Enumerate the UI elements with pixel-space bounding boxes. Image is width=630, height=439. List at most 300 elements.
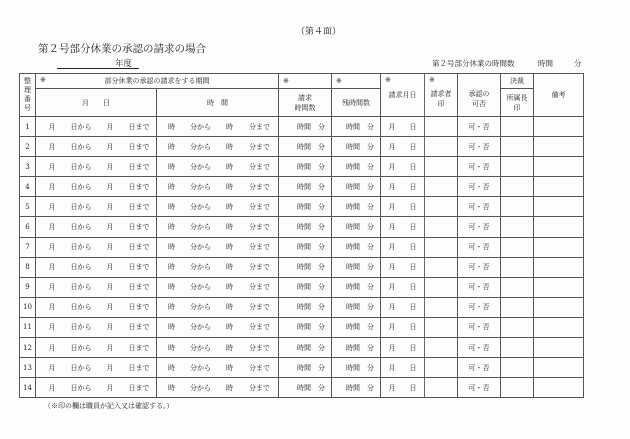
approval-cell[interactable]: 可・否 xyxy=(458,338,501,358)
header-mark-remaining: ※ xyxy=(332,74,381,89)
time-range-cell[interactable] xyxy=(157,237,279,257)
approval-cell[interactable]: 可・否 xyxy=(458,257,501,277)
time-range-cell[interactable] xyxy=(157,217,279,237)
day-to-label: 日まで xyxy=(128,182,150,191)
remaining-hours-cell[interactable]: 時間 分 xyxy=(332,358,381,378)
requested-hours-cell[interactable]: 時間 分 xyxy=(279,277,332,297)
month-to-label: 月 xyxy=(106,323,114,332)
chief-seal-cell[interactable] xyxy=(501,177,534,197)
table-row xyxy=(20,157,584,177)
month-from-label: 月 xyxy=(48,122,56,131)
requested-hours-cell[interactable]: 時間 分 xyxy=(279,137,332,157)
approval-cell[interactable]: 可・否 xyxy=(458,277,501,297)
day-from-label: 日から xyxy=(70,363,92,372)
date-range-cell[interactable] xyxy=(36,378,157,398)
approval-cell[interactable]: 可・否 xyxy=(458,317,501,337)
form-title: 第２号部分休業の承認の請求の場合 xyxy=(38,43,206,55)
table-row xyxy=(20,177,584,197)
table-row xyxy=(20,257,584,277)
chief-seal-cell[interactable] xyxy=(501,317,534,337)
header-time: 時 間 xyxy=(157,89,279,117)
day-to-label: 日まで xyxy=(128,323,150,332)
month-from-label: 月 xyxy=(48,142,56,151)
row-number: 10 xyxy=(20,297,36,317)
hour-from-label: 時 xyxy=(168,383,175,392)
date-range-cell[interactable] xyxy=(36,237,157,257)
hour-to-label: 時 xyxy=(226,223,233,232)
chief-seal-line2: 印 xyxy=(513,103,521,112)
min-from-label: 分から xyxy=(190,283,211,292)
date-range-cell[interactable] xyxy=(36,177,157,197)
remaining-hours-cell[interactable]: 時間 分 xyxy=(332,257,381,277)
header-mark-requested: ※ xyxy=(279,74,332,89)
hour-from-label: 時 xyxy=(168,202,175,211)
request-date-cell[interactable]: 月 日 xyxy=(381,378,425,398)
day-to-label: 日まで xyxy=(128,142,150,151)
month-from-label: 月 xyxy=(48,263,56,272)
requested-hours-cell[interactable]: 時間 分 xyxy=(279,117,332,137)
remaining-hours-cell[interactable]: 時間 分 xyxy=(332,277,381,297)
remaining-hours-cell[interactable]: 時間 分 xyxy=(332,157,381,177)
mark-icon: ※ xyxy=(40,76,46,84)
approval-cell[interactable]: 可・否 xyxy=(458,237,501,257)
requested-hours-cell[interactable]: 時間 分 xyxy=(279,317,332,337)
table-row xyxy=(20,358,584,378)
approval-line1: 承認の xyxy=(468,90,490,98)
remarks-cell[interactable] xyxy=(534,157,584,177)
remarks-cell[interactable] xyxy=(534,297,584,317)
min-from-label: 分から xyxy=(190,363,211,372)
time-range-cell[interactable] xyxy=(157,157,279,177)
min-to-label: 分まで xyxy=(249,122,270,131)
remaining-hours-cell[interactable]: 時間 分 xyxy=(332,137,381,157)
requester-seal-cell[interactable] xyxy=(425,157,458,177)
min-from-label: 分から xyxy=(190,162,211,171)
chief-seal-cell[interactable] xyxy=(501,137,534,157)
row-number: 12 xyxy=(20,338,36,358)
hour-from-label: 時 xyxy=(168,162,175,171)
request-date-cell[interactable]: 月 日 xyxy=(381,177,425,197)
header-date: 月 日 xyxy=(36,89,157,117)
date-range-cell[interactable] xyxy=(36,257,157,277)
request-date-cell[interactable]: 月 日 xyxy=(381,197,425,217)
time-range-cell[interactable] xyxy=(157,317,279,337)
request-date-cell[interactable]: 月 日 xyxy=(381,157,425,177)
remaining-hours-cell[interactable]: 時間 分 xyxy=(332,317,381,337)
min-from-label: 分から xyxy=(190,343,211,352)
min-to-label: 分まで xyxy=(249,363,270,372)
min-to-label: 分まで xyxy=(249,162,270,171)
day-from-label: 日から xyxy=(70,263,92,272)
month-from-label: 月 xyxy=(48,162,56,171)
chief-seal-cell[interactable] xyxy=(501,257,534,277)
remaining-hours-cell[interactable]: 時間 分 xyxy=(332,197,381,217)
month-to-label: 月 xyxy=(106,303,114,312)
mark-icon: ※ xyxy=(429,76,435,84)
date-range-cell[interactable] xyxy=(36,217,157,237)
day-from-label: 日から xyxy=(70,202,92,211)
approval-cell[interactable]: 可・否 xyxy=(458,157,501,177)
requester-seal-cell[interactable] xyxy=(425,197,458,217)
remarks-cell[interactable] xyxy=(534,317,584,337)
summary-minutes-unit: 分 xyxy=(574,59,582,68)
row-number: 7 xyxy=(20,237,36,257)
min-to-label: 分まで xyxy=(249,323,270,332)
remaining-hours-cell[interactable]: 時間 分 xyxy=(332,237,381,257)
time-range-cell[interactable] xyxy=(157,197,279,217)
row-number: 13 xyxy=(20,358,36,378)
min-to-label: 分まで xyxy=(249,283,270,292)
header-period xyxy=(36,74,279,89)
table-row xyxy=(20,237,584,257)
min-to-label: 分まで xyxy=(249,142,270,151)
date-range-cell[interactable] xyxy=(36,157,157,177)
min-to-label: 分まで xyxy=(249,202,270,211)
request-date-cell[interactable]: 月 日 xyxy=(381,358,425,378)
remarks-cell[interactable] xyxy=(534,177,584,197)
hour-to-label: 時 xyxy=(226,383,233,392)
header-number: 整 理 番 号 xyxy=(20,74,36,117)
min-to-label: 分まで xyxy=(249,182,270,191)
approval-cell[interactable]: 可・否 xyxy=(458,137,501,157)
approval-line2: 可否 xyxy=(472,100,486,108)
remarks-cell[interactable] xyxy=(534,257,584,277)
requester-seal-cell[interactable] xyxy=(425,378,458,398)
time-range-cell[interactable] xyxy=(157,137,279,157)
remaining-hours-cell[interactable]: 時間 分 xyxy=(332,297,381,317)
remaining-hours-cell[interactable]: 時間 分 xyxy=(332,117,381,137)
month-from-label: 月 xyxy=(48,202,56,211)
chief-seal-cell[interactable] xyxy=(501,237,534,257)
month-from-label: 月 xyxy=(48,343,56,352)
date-range-cell[interactable] xyxy=(36,117,157,137)
hour-from-label: 時 xyxy=(168,142,175,151)
request-date-cell[interactable]: 月 日 xyxy=(381,297,425,317)
hour-from-label: 時 xyxy=(168,323,175,332)
row-number: 11 xyxy=(20,317,36,337)
day-to-label: 日まで xyxy=(128,263,150,272)
requester-seal-cell[interactable] xyxy=(425,297,458,317)
remarks-cell[interactable] xyxy=(534,358,584,378)
table-row xyxy=(20,277,584,297)
time-range-cell[interactable] xyxy=(157,338,279,358)
header-remaining-hours: 残時間数 xyxy=(332,89,381,117)
requested-hours-cell[interactable]: 時間 分 xyxy=(279,237,332,257)
request-date-cell[interactable]: 月 日 xyxy=(381,117,425,137)
min-from-label: 分から xyxy=(190,223,211,232)
month-to-label: 月 xyxy=(106,363,114,372)
hour-to-label: 時 xyxy=(226,122,233,131)
approval-cell[interactable]: 可・否 xyxy=(458,177,501,197)
chief-seal-cell[interactable] xyxy=(501,358,534,378)
fiscal-year-label: 年度 xyxy=(115,59,133,69)
day-to-label: 日まで xyxy=(128,283,150,292)
remarks-cell[interactable] xyxy=(534,338,584,358)
day-from-label: 日から xyxy=(70,283,92,292)
header-requested-hours xyxy=(279,89,332,117)
header-remarks: 備考 xyxy=(534,74,584,117)
chief-seal-cell[interactable] xyxy=(501,217,534,237)
requester-seal-cell[interactable] xyxy=(425,217,458,237)
min-from-label: 分から xyxy=(190,383,211,392)
chief-seal-cell[interactable] xyxy=(501,117,534,137)
header-requester-seal xyxy=(425,74,458,117)
min-to-label: 分まで xyxy=(249,223,270,232)
chief-seal-cell[interactable] xyxy=(501,277,534,297)
requester-seal-cell[interactable] xyxy=(425,277,458,297)
requested-hours-cell[interactable]: 時間 分 xyxy=(279,257,332,277)
approval-cell[interactable]: 可・否 xyxy=(458,217,501,237)
hour-from-label: 時 xyxy=(168,283,175,292)
row-number: 3 xyxy=(20,157,36,177)
min-from-label: 分から xyxy=(190,202,211,211)
request-table xyxy=(19,73,584,398)
day-to-label: 日まで xyxy=(128,202,150,211)
remarks-cell[interactable] xyxy=(534,237,584,257)
remarks-cell[interactable] xyxy=(534,217,584,237)
request-date-cell[interactable]: 月 日 xyxy=(381,277,425,297)
header-decision: 決裁 xyxy=(501,74,534,89)
month-to-label: 月 xyxy=(106,223,114,232)
min-to-label: 分まで xyxy=(249,383,270,392)
day-to-label: 日まで xyxy=(128,303,150,312)
table-row xyxy=(20,338,584,358)
remarks-cell[interactable] xyxy=(534,117,584,137)
requested-hours-cell[interactable]: 時間 分 xyxy=(279,297,332,317)
mark-icon: ※ xyxy=(385,76,391,84)
time-range-cell[interactable] xyxy=(157,177,279,197)
requested-hours-cell[interactable]: 時間 分 xyxy=(279,157,332,177)
request-date-cell[interactable]: 月 日 xyxy=(381,257,425,277)
date-range-cell[interactable] xyxy=(36,358,157,378)
day-to-label: 日まで xyxy=(128,122,150,131)
hour-to-label: 時 xyxy=(226,243,233,252)
hour-to-label: 時 xyxy=(226,202,233,211)
min-from-label: 分から xyxy=(190,182,211,191)
day-from-label: 日から xyxy=(70,323,92,332)
min-to-label: 分まで xyxy=(249,343,270,352)
month-from-label: 月 xyxy=(48,303,56,312)
month-from-label: 月 xyxy=(48,363,56,372)
hour-to-label: 時 xyxy=(226,263,233,272)
header-period-label: 部分休業の承認の請求をする期間 xyxy=(104,77,210,85)
row-number: 6 xyxy=(20,217,36,237)
remaining-hours-cell[interactable]: 時間 分 xyxy=(332,338,381,358)
month-to-label: 月 xyxy=(106,162,114,171)
remarks-cell[interactable] xyxy=(534,277,584,297)
header-approval xyxy=(458,74,501,117)
min-to-label: 分まで xyxy=(249,263,270,272)
requester-seal-line2: 印 xyxy=(437,100,445,108)
requested-hours-cell[interactable]: 時間 分 xyxy=(279,358,332,378)
chief-seal-cell[interactable] xyxy=(501,378,534,398)
approval-cell[interactable]: 可・否 xyxy=(458,117,501,137)
requester-seal-cell[interactable] xyxy=(425,177,458,197)
header-chief-seal xyxy=(501,89,534,117)
hour-from-label: 時 xyxy=(168,223,175,232)
day-to-label: 日まで xyxy=(128,243,150,252)
row-number: 8 xyxy=(20,257,36,277)
hour-to-label: 時 xyxy=(226,142,233,151)
requester-seal-cell[interactable] xyxy=(425,257,458,277)
row-number: 4 xyxy=(20,177,36,197)
month-from-label: 月 xyxy=(48,323,56,332)
min-from-label: 分から xyxy=(190,142,211,151)
month-from-label: 月 xyxy=(48,243,56,252)
hour-from-label: 時 xyxy=(168,343,175,352)
remaining-hours-cell[interactable]: 時間 分 xyxy=(332,378,381,398)
requester-seal-cell[interactable] xyxy=(425,358,458,378)
requester-seal-cell[interactable] xyxy=(425,117,458,137)
hour-to-label: 時 xyxy=(226,283,233,292)
chief-seal-cell[interactable] xyxy=(501,297,534,317)
month-to-label: 月 xyxy=(106,202,114,211)
hour-to-label: 時 xyxy=(226,363,233,372)
day-from-label: 日から xyxy=(70,142,92,151)
request-date-cell[interactable]: 月 日 xyxy=(381,137,425,157)
hour-to-label: 時 xyxy=(226,323,233,332)
month-to-label: 月 xyxy=(106,142,114,151)
hour-from-label: 時 xyxy=(168,303,175,312)
footnote: （※印の欄は職員が記入又は確認する。） xyxy=(44,402,174,410)
hour-from-label: 時 xyxy=(168,363,175,372)
time-range-cell[interactable] xyxy=(157,277,279,297)
requester-seal-cell[interactable] xyxy=(425,237,458,257)
day-from-label: 日から xyxy=(70,122,92,131)
day-to-label: 日まで xyxy=(128,223,150,232)
table-row xyxy=(20,117,584,137)
row-number: 9 xyxy=(20,277,36,297)
month-to-label: 月 xyxy=(106,383,114,392)
month-to-label: 月 xyxy=(106,182,114,191)
day-from-label: 日から xyxy=(70,383,92,392)
requester-seal-cell[interactable] xyxy=(425,338,458,358)
min-from-label: 分から xyxy=(190,303,211,312)
time-range-cell[interactable] xyxy=(157,117,279,137)
requested-hours-cell[interactable]: 時間 分 xyxy=(279,217,332,237)
hour-from-label: 時 xyxy=(168,122,175,131)
time-range-cell[interactable] xyxy=(157,358,279,378)
requester-seal-line1: 請求者 xyxy=(430,90,452,98)
day-from-label: 日から xyxy=(70,162,92,171)
requested-hours-cell[interactable]: 時間 分 xyxy=(279,378,332,398)
requester-seal-cell[interactable] xyxy=(425,137,458,157)
date-range-cell[interactable] xyxy=(36,338,157,358)
request-date-cell[interactable]: 月 日 xyxy=(381,217,425,237)
hour-to-label: 時 xyxy=(226,343,233,352)
approval-cell[interactable]: 可・否 xyxy=(458,378,501,398)
day-from-label: 日から xyxy=(70,303,92,312)
hour-from-label: 時 xyxy=(168,182,175,191)
requested-hours-cell[interactable]: 時間 分 xyxy=(279,177,332,197)
hour-to-label: 時 xyxy=(226,182,233,191)
remarks-cell[interactable] xyxy=(534,378,584,398)
min-from-label: 分から xyxy=(190,323,211,332)
day-to-label: 日まで xyxy=(128,343,150,352)
summary-hours-unit: 時間 xyxy=(538,59,553,68)
date-range-cell[interactable] xyxy=(36,197,157,217)
date-range-cell[interactable] xyxy=(36,277,157,297)
requester-seal-cell[interactable] xyxy=(425,317,458,337)
row-number: 1 xyxy=(20,117,36,137)
hour-to-label: 時 xyxy=(226,162,233,171)
day-from-label: 日から xyxy=(70,343,92,352)
month-from-label: 月 xyxy=(48,283,56,292)
remarks-cell[interactable] xyxy=(534,137,584,157)
hour-from-label: 時 xyxy=(168,243,175,252)
request-date-cell[interactable]: 月 日 xyxy=(381,317,425,337)
min-from-label: 分から xyxy=(190,243,211,252)
day-from-label: 日から xyxy=(70,182,92,191)
min-from-label: 分から xyxy=(190,122,211,131)
min-to-label: 分まで xyxy=(249,303,270,312)
month-to-label: 月 xyxy=(106,263,114,272)
min-to-label: 分まで xyxy=(249,243,270,252)
day-to-label: 日まで xyxy=(128,383,150,392)
page-number: （第４面） xyxy=(296,27,342,37)
day-from-label: 日から xyxy=(70,243,92,252)
table-row xyxy=(20,217,584,237)
row-number: 2 xyxy=(20,137,36,157)
requested-hours-cell[interactable]: 時間 分 xyxy=(279,197,332,217)
approval-cell[interactable]: 可・否 xyxy=(458,197,501,217)
remarks-cell[interactable] xyxy=(534,197,584,217)
day-to-label: 日まで xyxy=(128,162,150,171)
day-to-label: 日まで xyxy=(128,363,150,372)
time-range-cell[interactable] xyxy=(157,297,279,317)
requested-hours-line2: 時間数 xyxy=(294,103,316,112)
table-row xyxy=(20,378,584,398)
date-range-cell[interactable] xyxy=(36,137,157,157)
summary-label: 第２号部分休業の時間数 xyxy=(432,59,515,68)
header-request-date xyxy=(381,74,425,117)
row-number: 14 xyxy=(20,378,36,398)
time-range-cell[interactable] xyxy=(157,257,279,277)
remaining-hours-cell[interactable]: 時間 分 xyxy=(332,217,381,237)
month-from-label: 月 xyxy=(48,383,56,392)
chief-seal-cell[interactable] xyxy=(501,338,534,358)
chief-seal-line1: 所属長 xyxy=(506,93,528,102)
table-row xyxy=(20,317,584,337)
month-from-label: 月 xyxy=(48,223,56,232)
header-request-date-label: 請求月日 xyxy=(388,91,417,99)
min-from-label: 分から xyxy=(190,263,211,272)
chief-seal-cell[interactable] xyxy=(501,197,534,217)
request-date-cell[interactable]: 月 日 xyxy=(381,338,425,358)
month-to-label: 月 xyxy=(106,343,114,352)
table-row xyxy=(20,297,584,317)
table-row xyxy=(20,137,584,157)
table-row xyxy=(20,197,584,217)
date-range-cell[interactable] xyxy=(36,317,157,337)
day-from-label: 日から xyxy=(70,223,92,232)
time-range-cell[interactable] xyxy=(157,378,279,398)
month-to-label: 月 xyxy=(106,283,114,292)
requested-hours-cell[interactable]: 時間 分 xyxy=(279,338,332,358)
requested-hours-line1: 請求 xyxy=(298,93,312,102)
approval-cell[interactable]: 可・否 xyxy=(458,297,501,317)
date-range-cell[interactable] xyxy=(36,297,157,317)
month-to-label: 月 xyxy=(106,122,114,131)
month-from-label: 月 xyxy=(48,182,56,191)
chief-seal-cell[interactable] xyxy=(501,157,534,177)
approval-cell[interactable]: 可・否 xyxy=(458,358,501,378)
month-to-label: 月 xyxy=(106,243,114,252)
row-number: 5 xyxy=(20,197,36,217)
hour-from-label: 時 xyxy=(168,263,175,272)
remaining-hours-cell[interactable]: 時間 分 xyxy=(332,177,381,197)
request-date-cell[interactable]: 月 日 xyxy=(381,237,425,257)
